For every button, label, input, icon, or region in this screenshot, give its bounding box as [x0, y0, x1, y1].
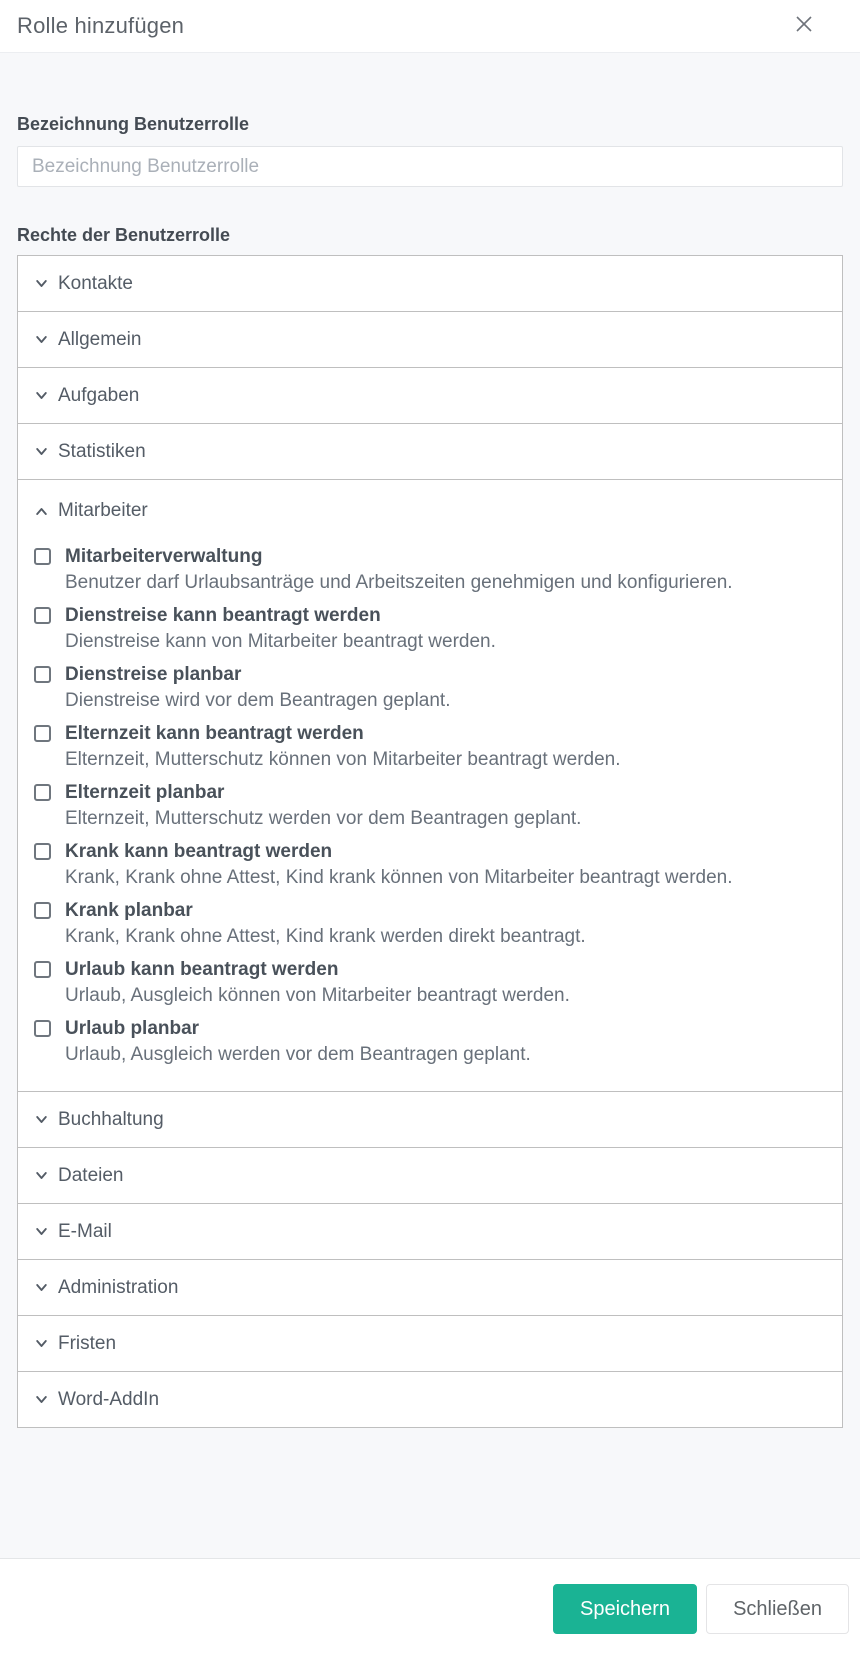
accordion-section-word-addin — [18, 1372, 842, 1427]
accordion-section-header[interactable] — [18, 1260, 842, 1315]
permission-description: Benutzer darf Urlaubsanträge und Arbeitszeiten genehmigen und konfigurieren. — [65, 572, 733, 593]
permission-checkbox-mitarbeiterverwaltung[interactable] — [34, 548, 51, 565]
accordion-section-label: Fristen — [58, 1332, 117, 1354]
chevron-down-icon — [34, 1224, 49, 1239]
dialog-header — [0, 0, 860, 53]
permission-title: Krank planbar — [65, 900, 193, 921]
chevron-down-icon — [34, 332, 49, 347]
permission-description: Elternzeit, Mutterschutz werden vor dem Beantragen geplant. — [65, 808, 582, 829]
permission-checkbox-krank-planbar[interactable] — [34, 902, 51, 919]
permission-checkbox-urlaub-planbar[interactable] — [34, 1020, 51, 1037]
dialog-body — [0, 53, 860, 1558]
permission-description: Dienstreise wird vor dem Beantragen geplant. — [65, 690, 451, 711]
permission-text — [65, 544, 733, 595]
accordion-section-header[interactable] — [18, 312, 842, 367]
rights-accordion — [17, 255, 843, 1428]
accordion-section-header[interactable] — [18, 1204, 842, 1259]
permission-description: Krank, Krank ohne Attest, Kind krank können von Mitarbeiter beantragt werden. — [65, 867, 733, 888]
accordion-section-administration — [18, 1260, 842, 1316]
accordion-section-label: Allgemein — [58, 328, 142, 350]
permission-title: Elternzeit planbar — [65, 782, 225, 803]
permission-checkbox-urlaub-kann-beantragt-werden[interactable] — [34, 961, 51, 978]
chevron-up-icon — [34, 504, 49, 519]
chevron-down-icon — [34, 444, 49, 459]
permission-description: Dienstreise kann von Mitarbeiter beantragt werden. — [65, 631, 496, 652]
rights-label: Rechte der Benutzerrolle — [17, 225, 231, 245]
permission-title: Elternzeit kann beantragt werden — [65, 723, 364, 744]
accordion-section-allgemein — [18, 312, 842, 368]
chevron-down-icon — [34, 1392, 49, 1407]
permission-text — [65, 721, 621, 772]
accordion-section-header[interactable] — [18, 1092, 842, 1147]
permission-item — [34, 780, 826, 831]
close-icon — [793, 13, 815, 40]
permission-description: Krank, Krank ohne Attest, Kind krank werden direkt beantragt. — [65, 926, 586, 947]
accordion-section-items — [18, 542, 842, 1091]
accordion-section-label: Word-AddIn — [58, 1388, 160, 1410]
accordion-section-e-mail — [18, 1204, 842, 1260]
permission-item — [34, 721, 826, 772]
chevron-down-icon — [34, 1168, 49, 1183]
accordion-section-fristen — [18, 1316, 842, 1372]
accordion-section-label: Kontakte — [58, 272, 133, 294]
accordion-section-buchhaltung — [18, 1092, 842, 1148]
permission-item — [34, 544, 826, 595]
accordion-section-aufgaben — [18, 368, 842, 424]
permission-title: Dienstreise kann beantragt werden — [65, 605, 381, 626]
accordion-section-label: E-Mail — [58, 1220, 112, 1242]
chevron-down-icon — [34, 1280, 49, 1295]
accordion-section-label: Statistiken — [58, 440, 146, 462]
dialog-footer — [0, 1558, 860, 1655]
accordion-section-header[interactable] — [18, 1372, 842, 1427]
permission-description: Urlaub, Ausgleich werden vor dem Beantragen geplant. — [65, 1044, 531, 1065]
permission-text — [65, 662, 450, 713]
role-name-input[interactable] — [17, 146, 843, 187]
permission-item — [34, 957, 826, 1008]
accordion-section-header[interactable] — [18, 256, 842, 311]
role-name-label: Bezeichnung Benutzerrolle — [17, 114, 250, 134]
permission-text — [65, 1016, 531, 1067]
accordion-section-kontakte — [18, 256, 842, 312]
permission-checkbox-krank-kann-beantragt-werden[interactable] — [34, 843, 51, 860]
permission-title: Krank kann beantragt werden — [65, 841, 333, 862]
permission-checkbox-dienstreise-planbar[interactable] — [34, 666, 51, 683]
accordion-section-header[interactable] — [18, 1316, 842, 1371]
accordion-section-label: Dateien — [58, 1164, 124, 1186]
permission-title: Mitarbeiterverwaltung — [65, 546, 263, 567]
permission-title: Dienstreise planbar — [65, 664, 242, 685]
permission-checkbox-dienstreise-kann-beantragt-werden[interactable] — [34, 607, 51, 624]
accordion-section-statistiken — [18, 424, 842, 480]
permission-checkbox-elternzeit-kann-beantragt-werden[interactable] — [34, 725, 51, 742]
permission-checkbox-elternzeit-planbar[interactable] — [34, 784, 51, 801]
accordion-section-label: Aufgaben — [58, 384, 140, 406]
permission-text — [65, 957, 570, 1008]
accordion-section-label: Mitarbeiter — [58, 500, 148, 521]
chevron-down-icon — [34, 276, 49, 291]
permission-item — [34, 1016, 826, 1067]
permission-text — [65, 780, 581, 831]
accordion-section-label: Administration — [58, 1276, 179, 1298]
dialog-title: Rolle hinzufügen — [17, 13, 185, 38]
permission-item — [34, 603, 826, 654]
accordion-section-header[interactable] — [18, 480, 842, 542]
permission-title: Urlaub kann beantragt werden — [65, 959, 339, 980]
accordion-section-mitarbeiter — [18, 480, 842, 1092]
accordion-section-header[interactable] — [18, 368, 842, 423]
accordion-section-dateien — [18, 1148, 842, 1204]
close-dialog-button[interactable]: Schließen — [706, 1584, 849, 1634]
permission-text — [65, 898, 586, 949]
accordion-section-header[interactable] — [18, 424, 842, 479]
permission-title: Urlaub planbar — [65, 1018, 200, 1039]
chevron-down-icon — [34, 388, 49, 403]
chevron-down-icon — [34, 1112, 49, 1127]
permission-description: Urlaub, Ausgleich können von Mitarbeiter beantragt werden. — [65, 985, 570, 1006]
save-button[interactable]: Speichern — [553, 1584, 697, 1634]
permission-item — [34, 662, 826, 713]
permission-item — [34, 839, 826, 890]
chevron-down-icon — [34, 1336, 49, 1351]
close-button[interactable] — [790, 12, 818, 40]
accordion-section-header[interactable] — [18, 1148, 842, 1203]
permission-item — [34, 898, 826, 949]
permission-description: Elternzeit, Mutterschutz können von Mitarbeiter beantragt werden. — [65, 749, 621, 770]
accordion-section-label: Buchhaltung — [58, 1108, 164, 1130]
permission-text — [65, 603, 496, 654]
permission-text — [65, 839, 733, 890]
